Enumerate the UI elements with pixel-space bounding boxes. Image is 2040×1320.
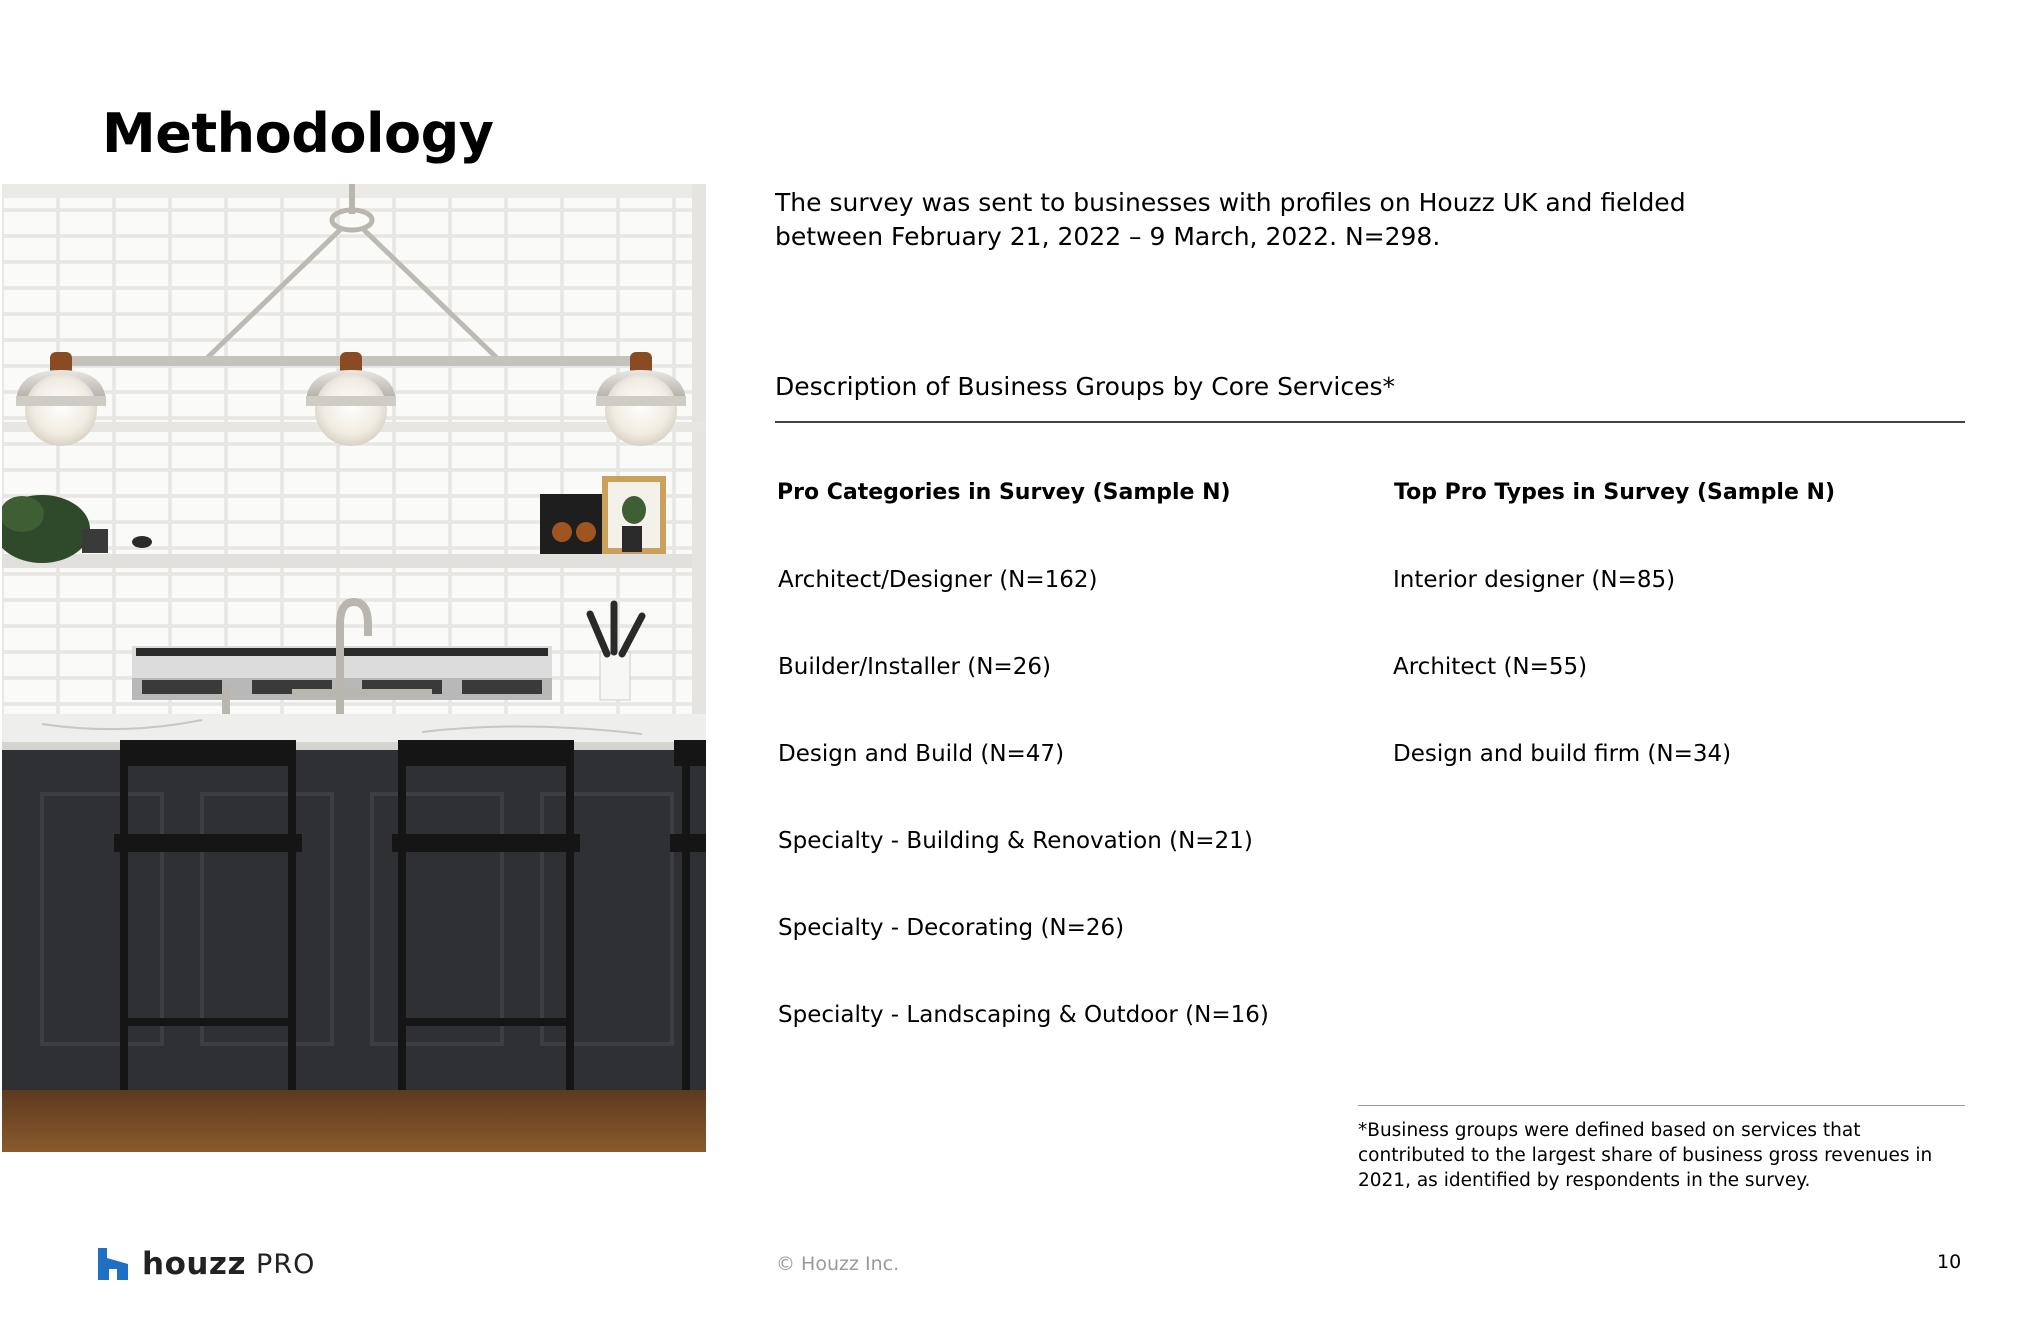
section-divider	[775, 421, 1965, 423]
list-item: Architect/Designer (N=162)	[778, 567, 1098, 593]
pro-types-header: Top Pro Types in Survey (Sample N)	[1394, 480, 1835, 505]
footnote-line-1: *Business groups were defined based on services that	[1358, 1120, 1861, 1141]
list-item: Design and build firm (N=34)	[1393, 741, 1732, 767]
logo-wordmark: houzz	[142, 1246, 247, 1282]
kitchen-photo	[2, 184, 706, 1152]
houzz-logo-icon	[98, 1248, 128, 1280]
pro-categories-header: Pro Categories in Survey (Sample N)	[777, 480, 1231, 505]
footnote-line-3: 2021, as identified by respondents in the survey.	[1358, 1170, 1811, 1191]
list-item: Specialty - Decorating (N=26)	[778, 915, 1125, 941]
survey-description-line-2: between February 21, 2022 – 9 March, 2022. N=298.	[775, 222, 1441, 251]
list-item: Architect (N=55)	[1393, 654, 1588, 680]
list-item: Interior designer (N=85)	[1393, 567, 1676, 593]
survey-description-line-1: The survey was sent to businesses with profiles on Houzz UK and fielded	[775, 188, 1686, 217]
list-item: Specialty - Landscaping & Outdoor (N=16)	[778, 1002, 1269, 1028]
survey-description	[775, 186, 1715, 254]
houzz-pro-logo	[98, 1246, 315, 1282]
logo-suffix: PRO	[256, 1248, 316, 1280]
page-title: Methodology	[102, 102, 494, 165]
footnote-divider	[1358, 1105, 1965, 1106]
copyright-notice: © Houzz Inc.	[776, 1253, 900, 1275]
pro-types-list	[1393, 565, 1731, 826]
list-item: Specialty - Building & Renovation (N=21)	[778, 828, 1253, 854]
kitchen-illustration	[2, 184, 706, 1152]
footnote	[1358, 1118, 1958, 1193]
page-number: 10	[1937, 1251, 1962, 1273]
pro-categories-list	[778, 565, 1269, 1087]
list-item: Builder/Installer (N=26)	[778, 654, 1051, 680]
footnote-line-2: contributed to the largest share of business gross revenues in	[1358, 1145, 1933, 1166]
list-item: Design and Build (N=47)	[778, 741, 1065, 767]
section-heading: Description of Business Groups by Core Services*	[775, 372, 1395, 401]
